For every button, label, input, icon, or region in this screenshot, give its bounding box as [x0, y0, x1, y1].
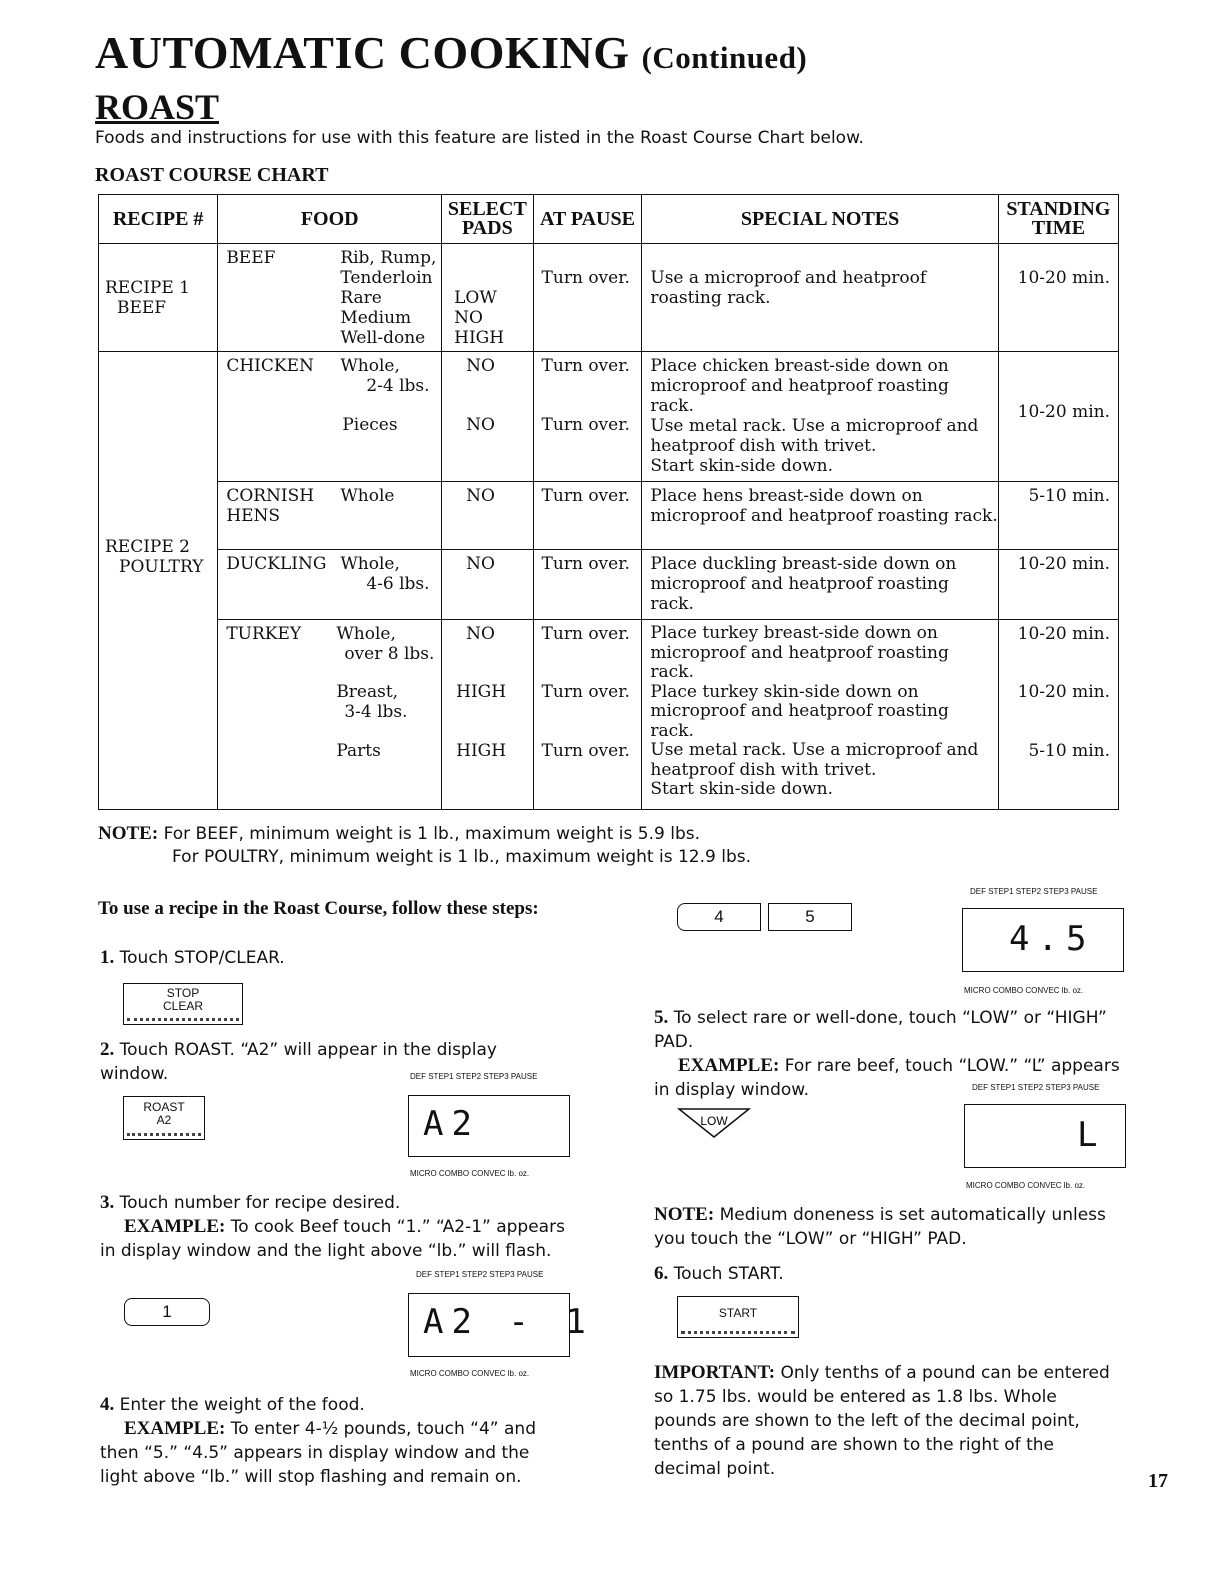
key-1[interactable]: 1 [124, 1298, 210, 1326]
select-pads-cell: NO [442, 550, 533, 620]
select-pads-cell: NO HIGH HIGH [442, 620, 533, 810]
step-6: 6. Touch START. [654, 1263, 784, 1284]
notes-cell: Place chicken breast-side down on microproof and heatproof roasting rack. Use metal rack. Use a microproof and heatproof dish with trivet. Start skin-side down. [642, 352, 998, 482]
food-cell: BEEF Rib, Rump, Tenderloin Rare Medium Well-done [218, 244, 442, 352]
chart-title: ROAST COURSE CHART [95, 164, 329, 186]
table-header-row [99, 195, 1119, 244]
step-2: 2. Touch ROAST. “A2” will appear in the display window. [100, 1039, 497, 1084]
low-pad-label: LOW [700, 1114, 728, 1128]
select-pads-cell: LOW NO HIGH [442, 244, 533, 352]
display-window [408, 1095, 570, 1157]
display-bottom-labels: MICRO COMBO CONVEC lb. oz. [966, 1181, 1086, 1190]
step-1: 1. Touch STOP/CLEAR. [100, 947, 285, 968]
standing-cell: 10-20 min. [998, 352, 1118, 482]
key-4[interactable]: 4 [677, 903, 761, 931]
food-cell: CHICKEN Whole, 2-4 lbs. Pieces [218, 352, 442, 482]
page-number: 17 [1148, 1470, 1168, 1492]
header-food: FOOD [218, 195, 442, 244]
weight-note: NOTE: For BEEF, minimum weight is 1 lb., maximum weight is 5.9 lbs. [98, 823, 700, 844]
at-pause-cell: Turn over. [533, 244, 642, 352]
display-window [408, 1293, 594, 1357]
header-special-notes: SPECIAL NOTES [642, 195, 998, 244]
select-pads-cell: NO [442, 482, 533, 550]
display-bottom-labels: MICRO COMBO CONVEC lb. oz. [964, 986, 1084, 995]
table-row [99, 550, 1119, 620]
stop-clear-pad[interactable]: STOP CLEAR [123, 983, 243, 1025]
table-row [99, 352, 1119, 482]
page-title: AUTOMATIC COOKING (Continued) [95, 27, 808, 78]
doneness-note: NOTE: Medium doneness is set automatically unless you touch the “LOW” or “HIGH” PAD. [654, 1204, 1106, 1249]
at-pause-cell: Turn over. [533, 482, 642, 550]
food-cell: CORNISH HENS Whole [218, 482, 442, 550]
key-5[interactable]: 5 [768, 903, 852, 931]
header-recipe: RECIPE # [99, 195, 218, 244]
step-4: 4. Enter the weight of the food. EXAMPLE: To enter 4-½ pounds, touch “4” and then “5.” “4.5” appears in display window and the light above “lb.” will stop flashing and remain on. [100, 1394, 536, 1487]
header-select-pads: SELECT PADS [442, 195, 533, 244]
standing-cell: 5-10 min. [998, 482, 1118, 550]
notes-cell: Use a microproof and heatproof roasting rack. [642, 244, 998, 352]
select-pads-cell: NO NO [442, 352, 533, 482]
display-text: 4.5 [1009, 919, 1095, 959]
at-pause-cell: Turn over. Turn over. [533, 352, 642, 482]
display-top-labels: DEF STEP1 STEP2 STEP3 PAUSE [416, 1270, 544, 1279]
start-pad[interactable]: START [677, 1296, 799, 1338]
display-text: L [1077, 1115, 1106, 1155]
table-row [99, 244, 1119, 352]
at-pause-cell: Turn over. [533, 550, 642, 620]
display-text: A2 - 1 [423, 1302, 594, 1342]
display-text: A2 [423, 1104, 480, 1144]
display-top-labels: DEF STEP1 STEP2 STEP3 PAUSE [972, 1083, 1100, 1092]
recipe-cell: RECIPE 2 POULTRY [99, 352, 218, 810]
intro-text: Foods and instructions for use with this feature are listed in the Roast Course Chart below. [95, 128, 864, 148]
steps-heading: To use a recipe in the Roast Course, follow these steps: [98, 898, 539, 919]
step-5: 5. To select rare or well-done, touch “LOW” or “HIGH” PAD. EXAMPLE: For rare beef, touch “LOW.” “L” appears in display window. [654, 1007, 1120, 1100]
standing-cell: 10-20 min. 10-20 min. 5-10 min. [998, 620, 1118, 810]
important-note: IMPORTANT: Only tenths of a pound can be entered so 1.75 lbs. would be entered as 1.8 lbs. Whole pounds are shown to the left of the decimal point, tenths of a pound are shown to the right of the decimal point. [654, 1362, 1110, 1479]
notes-cell: Place duckling breast-side down on microproof and heatproof roasting rack. [642, 550, 998, 620]
display-top-labels: DEF STEP1 STEP2 STEP3 PAUSE [970, 887, 1098, 896]
standing-cell: 10-20 min. [998, 550, 1118, 620]
low-pad[interactable] [677, 1107, 751, 1139]
table-row [99, 620, 1119, 810]
weight-note-line2: For POULTRY, minimum weight is 1 lb., maximum weight is 12.9 lbs. [172, 847, 751, 867]
notes-cell: Place turkey breast-side down on microproof and heatproof roasting rack. Place turkey skin-side down on microproof and heatproof roasting rack. Use metal rack. Use a microproof and heatproof dish with trivet. Start skin-side down. [642, 620, 998, 810]
standing-cell: 10-20 min. [998, 244, 1118, 352]
notes-cell: Place hens breast-side down on microproof and heatproof roasting rack. [642, 482, 998, 550]
display-bottom-labels: MICRO COMBO CONVEC lb. oz. [410, 1369, 530, 1378]
roast-course-chart [98, 194, 1119, 810]
step-3: 3. Touch number for recipe desired. EXAMPLE: To cook Beef touch “1.” “A2-1” appears in display window and the light above “lb.” will flash. [100, 1192, 565, 1261]
display-window [964, 1104, 1126, 1168]
food-cell: DUCKLING Whole, 4-6 lbs. [218, 550, 442, 620]
display-window [962, 908, 1124, 972]
header-at-pause: AT PAUSE [533, 195, 642, 244]
food-cell: TURKEY Whole, over 8 lbs. Breast, 3-4 lbs. Parts [218, 620, 442, 810]
header-standing-time: STANDING TIME [998, 195, 1118, 244]
table-row [99, 482, 1119, 550]
display-top-labels: DEF STEP1 STEP2 STEP3 PAUSE [410, 1072, 538, 1081]
roast-pad[interactable]: ROAST A2 [123, 1096, 205, 1140]
display-bottom-labels: MICRO COMBO CONVEC lb. oz. [410, 1169, 530, 1178]
recipe-cell: RECIPE 1 BEEF [99, 244, 218, 352]
at-pause-cell: Turn over. Turn over. Turn over. [533, 620, 642, 810]
section-title: ROAST [95, 87, 220, 127]
